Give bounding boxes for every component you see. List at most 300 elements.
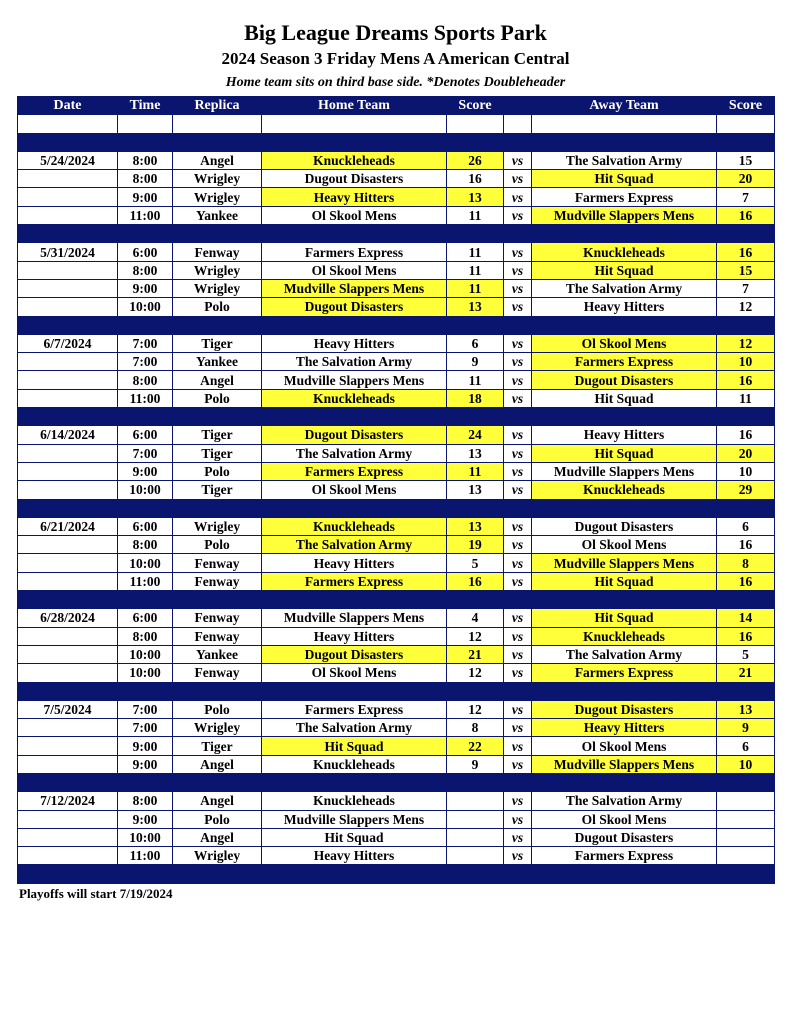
home-score: 19 [447,536,504,554]
game-date [18,188,118,206]
away-score: 13 [717,700,775,718]
vs-label: vs [504,444,532,462]
empty-cell [504,865,532,883]
game-time: 11:00 [118,572,173,590]
away-score: 15 [717,261,775,279]
doubleheader-note: Home team sits on third base side. *Denotes Doubleheader [225,75,566,90]
game-replica-field: Polo [173,700,262,718]
home-team: Dugout Disasters [262,645,447,663]
away-team: Knuckleheads [532,627,717,645]
game-row [18,645,775,663]
schedule-table [17,96,775,884]
home-team: Farmers Express [262,572,447,590]
empty-cell [118,499,173,517]
empty-cell [18,591,118,609]
separator-row [18,591,775,609]
game-date: 6/28/2024 [18,609,118,627]
game-replica-field: Wrigley [173,261,262,279]
game-date [18,536,118,554]
away-score: 16 [717,572,775,590]
empty-cell [504,316,532,334]
game-time: 10:00 [118,645,173,663]
away-score: 12 [717,334,775,352]
game-date [18,737,118,755]
game-replica-field: Angel [173,828,262,846]
away-score: 7 [717,279,775,297]
home-score: 13 [447,481,504,499]
vs-label: vs [504,170,532,188]
game-replica-field: Tiger [173,737,262,755]
game-row [18,719,775,737]
game-time: 7:00 [118,444,173,462]
game-date [18,444,118,462]
away-score: 12 [717,298,775,316]
game-row [18,609,775,627]
game-date [18,371,118,389]
away-team: Heavy Hitters [532,298,717,316]
separator-row [18,773,775,791]
game-replica-field: Polo [173,810,262,828]
away-score: 7 [717,188,775,206]
empty-cell [504,773,532,791]
header-date: Date [18,97,118,115]
game-date [18,719,118,737]
separator-row [18,499,775,517]
away-team: Farmers Express [532,188,717,206]
game-row [18,389,775,407]
away-team: Heavy Hitters [532,426,717,444]
header-row [18,97,775,115]
game-date: 5/31/2024 [18,243,118,261]
empty-cell [717,682,775,700]
empty-cell [18,225,118,243]
home-team: Ol Skool Mens [262,481,447,499]
schedule-body [18,115,775,883]
game-row [18,261,775,279]
empty-cell [532,225,717,243]
game-replica-field: Wrigley [173,170,262,188]
home-team: Hit Squad [262,737,447,755]
vs-label: vs [504,664,532,682]
game-replica-field: Polo [173,389,262,407]
game-replica-field: Fenway [173,664,262,682]
empty-cell [262,316,447,334]
away-score: 10 [717,353,775,371]
home-score: 13 [447,188,504,206]
vs-label: vs [504,847,532,865]
empty-cell [447,591,504,609]
game-row [18,444,775,462]
empty-cell [173,591,262,609]
game-replica-field: Polo [173,298,262,316]
away-team: The Salvation Army [532,279,717,297]
away-score: 8 [717,554,775,572]
vs-label: vs [504,389,532,407]
empty-cell [262,225,447,243]
vs-label: vs [504,810,532,828]
away-team: Ol Skool Mens [532,334,717,352]
empty-cell [18,316,118,334]
game-row [18,828,775,846]
home-score: 11 [447,206,504,224]
empty-cell [532,408,717,426]
game-time: 9:00 [118,188,173,206]
game-replica-field: Angel [173,755,262,773]
game-time: 6:00 [118,517,173,535]
game-row [18,334,775,352]
game-time: 10:00 [118,298,173,316]
away-score: 16 [717,536,775,554]
home-team: Farmers Express [262,462,447,480]
separator-row [18,408,775,426]
away-team: Hit Squad [532,261,717,279]
empty-cell [262,865,447,883]
home-score: 11 [447,462,504,480]
empty-cell [173,316,262,334]
game-time: 8:00 [118,170,173,188]
game-row [18,353,775,371]
home-score: 24 [447,426,504,444]
empty-cell [504,225,532,243]
separator-row [18,316,775,334]
header-replica: Replica [173,97,262,115]
home-team: Ol Skool Mens [262,261,447,279]
home-team: Heavy Hitters [262,334,447,352]
vs-label: vs [504,609,532,627]
home-score: 12 [447,664,504,682]
vs-label: vs [504,481,532,499]
game-time: 8:00 [118,261,173,279]
home-score: 18 [447,389,504,407]
vs-label: vs [504,371,532,389]
home-team: Knuckleheads [262,389,447,407]
away-score: 9 [717,719,775,737]
vs-label: vs [504,755,532,773]
away-score: 11 [717,389,775,407]
empty-cell [447,115,504,133]
game-row [18,371,775,389]
empty-cell [118,682,173,700]
game-row [18,188,775,206]
game-replica-field: Wrigley [173,279,262,297]
home-score [447,792,504,810]
empty-cell [118,115,173,133]
game-time: 7:00 [118,334,173,352]
away-score: 21 [717,664,775,682]
empty-cell [717,225,775,243]
home-team: Heavy Hitters [262,847,447,865]
game-date [18,389,118,407]
empty-cell [18,408,118,426]
game-time: 9:00 [118,737,173,755]
empty-cell [173,773,262,791]
game-time: 8:00 [118,151,173,169]
game-date [18,206,118,224]
vs-label: vs [504,572,532,590]
game-replica-field: Tiger [173,444,262,462]
away-team: Heavy Hitters [532,719,717,737]
away-score: 16 [717,426,775,444]
away-team: The Salvation Army [532,151,717,169]
vs-label: vs [504,719,532,737]
home-score [447,810,504,828]
empty-cell [262,682,447,700]
home-team: Dugout Disasters [262,298,447,316]
home-score: 22 [447,737,504,755]
game-time: 7:00 [118,700,173,718]
away-team: Farmers Express [532,353,717,371]
home-score: 16 [447,572,504,590]
empty-cell [447,225,504,243]
empty-cell [173,115,262,133]
vs-label: vs [504,426,532,444]
empty-cell [118,773,173,791]
game-date [18,810,118,828]
header-time: Time [118,97,173,115]
home-score: 11 [447,371,504,389]
empty-cell [447,133,504,151]
game-date: 5/24/2024 [18,151,118,169]
header-home-score: Score [447,97,504,115]
home-score [447,847,504,865]
home-team: Hit Squad [262,828,447,846]
empty-cell [173,225,262,243]
game-date [18,554,118,572]
page-title: Big League Dreams Sports Park [244,20,547,45]
empty-cell [173,865,262,883]
game-replica-field: Yankee [173,206,262,224]
home-score: 4 [447,609,504,627]
home-team: Ol Skool Mens [262,664,447,682]
home-score: 16 [447,170,504,188]
empty-cell [262,499,447,517]
vs-label: vs [504,298,532,316]
away-score: 16 [717,371,775,389]
home-team: The Salvation Army [262,353,447,371]
empty-cell [532,773,717,791]
home-score: 11 [447,261,504,279]
empty-cell [532,682,717,700]
empty-cell [504,408,532,426]
away-score [717,847,775,865]
empty-cell [447,316,504,334]
game-time: 11:00 [118,847,173,865]
empty-cell [262,133,447,151]
game-date [18,279,118,297]
away-team: Ol Skool Mens [532,536,717,554]
blank-row [18,115,775,133]
empty-cell [118,865,173,883]
empty-cell [118,316,173,334]
game-date [18,645,118,663]
away-team: Farmers Express [532,664,717,682]
game-time: 11:00 [118,206,173,224]
game-date: 7/12/2024 [18,792,118,810]
away-score: 15 [717,151,775,169]
away-score: 16 [717,627,775,645]
away-team: Dugout Disasters [532,828,717,846]
home-team: The Salvation Army [262,719,447,737]
game-time: 7:00 [118,353,173,371]
game-row [18,536,775,554]
vs-label: vs [504,737,532,755]
game-replica-field: Fenway [173,572,262,590]
vs-label: vs [504,828,532,846]
header-home-team: Home Team [262,97,447,115]
away-score: 14 [717,609,775,627]
home-score: 12 [447,700,504,718]
empty-cell [717,408,775,426]
game-date [18,828,118,846]
home-team: Ol Skool Mens [262,206,447,224]
away-team: Dugout Disasters [532,371,717,389]
home-score: 8 [447,719,504,737]
away-team: Dugout Disasters [532,700,717,718]
empty-cell [118,225,173,243]
away-team: Hit Squad [532,609,717,627]
header-away-score: Score [717,97,775,115]
game-date [18,847,118,865]
vs-label: vs [504,243,532,261]
game-replica-field: Angel [173,371,262,389]
empty-cell [262,408,447,426]
home-score: 12 [447,627,504,645]
empty-cell [504,499,532,517]
game-replica-field: Polo [173,462,262,480]
empty-cell [717,115,775,133]
home-team: Farmers Express [262,243,447,261]
home-score: 9 [447,353,504,371]
game-time: 6:00 [118,243,173,261]
home-score [447,828,504,846]
game-row [18,206,775,224]
away-score: 10 [717,462,775,480]
game-time: 6:00 [118,609,173,627]
game-row [18,737,775,755]
home-team: Knuckleheads [262,517,447,535]
separator-row [18,225,775,243]
home-score: 13 [447,298,504,316]
vs-label: vs [504,554,532,572]
game-date [18,261,118,279]
home-score: 11 [447,243,504,261]
game-row [18,755,775,773]
away-team: Mudville Slappers Mens [532,462,717,480]
home-team: The Salvation Army [262,444,447,462]
game-date [18,353,118,371]
empty-cell [262,115,447,133]
empty-cell [504,133,532,151]
game-replica-field: Tiger [173,426,262,444]
home-team: Knuckleheads [262,151,447,169]
empty-cell [447,499,504,517]
vs-label: vs [504,353,532,371]
away-score: 20 [717,444,775,462]
game-row [18,517,775,535]
empty-cell [447,773,504,791]
away-team: Knuckleheads [532,243,717,261]
separator-row [18,133,775,151]
game-replica-field: Polo [173,536,262,554]
vs-label: vs [504,517,532,535]
vs-label: vs [504,334,532,352]
game-date [18,481,118,499]
empty-cell [173,133,262,151]
away-team: Mudville Slappers Mens [532,206,717,224]
away-team: Hit Squad [532,572,717,590]
away-team: The Salvation Army [532,645,717,663]
header-away-team: Away Team [532,97,717,115]
away-team: Mudville Slappers Mens [532,755,717,773]
game-row [18,700,775,718]
page-subtitle: 2024 Season 3 Friday Mens A American Central [221,49,570,68]
empty-cell [717,591,775,609]
home-score: 26 [447,151,504,169]
game-time: 10:00 [118,828,173,846]
home-team: Knuckleheads [262,792,447,810]
home-score: 9 [447,755,504,773]
empty-cell [532,115,717,133]
game-time: 8:00 [118,792,173,810]
game-replica-field: Tiger [173,334,262,352]
home-score: 6 [447,334,504,352]
vs-label: vs [504,627,532,645]
game-date [18,170,118,188]
game-row [18,572,775,590]
away-score: 6 [717,737,775,755]
empty-cell [18,865,118,883]
away-score: 10 [717,755,775,773]
empty-cell [504,115,532,133]
away-score: 6 [717,517,775,535]
game-row [18,151,775,169]
away-team: Hit Squad [532,170,717,188]
game-replica-field: Yankee [173,353,262,371]
game-replica-field: Fenway [173,243,262,261]
away-team: Knuckleheads [532,481,717,499]
empty-cell [118,591,173,609]
header-vs [504,97,532,115]
game-date [18,462,118,480]
away-score [717,810,775,828]
empty-cell [18,115,118,133]
vs-label: vs [504,536,532,554]
separator-row [18,682,775,700]
game-row [18,481,775,499]
away-team: The Salvation Army [532,792,717,810]
game-time: 9:00 [118,462,173,480]
game-row [18,792,775,810]
vs-label: vs [504,206,532,224]
game-date: 6/21/2024 [18,517,118,535]
game-time: 8:00 [118,536,173,554]
empty-cell [717,316,775,334]
home-team: Dugout Disasters [262,426,447,444]
away-score: 20 [717,170,775,188]
game-date [18,572,118,590]
game-time: 8:00 [118,371,173,389]
empty-cell [717,773,775,791]
game-replica-field: Angel [173,151,262,169]
game-replica-field: Angel [173,792,262,810]
home-team: Dugout Disasters [262,170,447,188]
home-score: 13 [447,444,504,462]
empty-cell [532,133,717,151]
empty-cell [532,865,717,883]
game-row [18,298,775,316]
home-team: Knuckleheads [262,755,447,773]
game-date [18,664,118,682]
